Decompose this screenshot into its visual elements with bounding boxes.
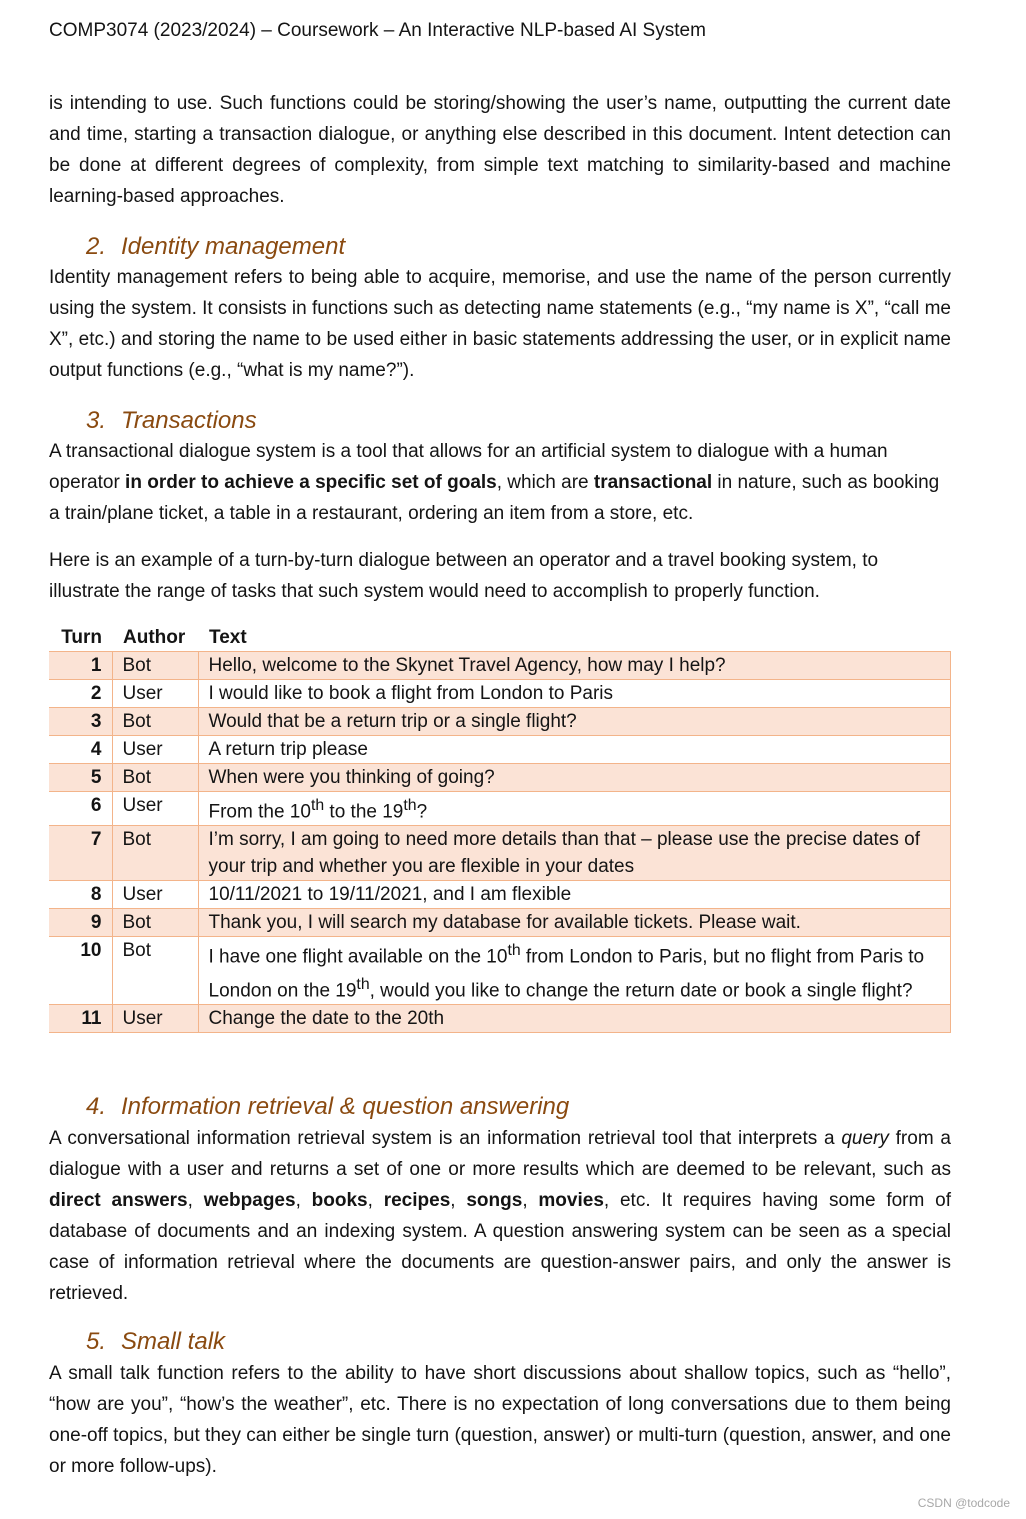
table-row bbox=[49, 736, 951, 764]
turn-cell: 3 bbox=[49, 708, 112, 736]
text-part: , would you like to change the return date or book a single flight? bbox=[369, 979, 913, 1001]
section-3-text-1: A transactional dialogue system is a tool that allows for an artificial system to dialogue with a human operator bbox=[49, 441, 888, 493]
section-3-example-intro: Here is an example of a turn-by-turn dialogue between an operator and a travel booking system, to illustrate the range of tasks that such system would need to accomplish to properly function. bbox=[49, 550, 879, 602]
separator: , bbox=[522, 1190, 539, 1211]
author-cell: Bot bbox=[112, 909, 198, 937]
text-cell bbox=[198, 937, 951, 1005]
separator: , bbox=[295, 1190, 312, 1211]
section-4-text-3: , etc. It requires having some form of database of documents and an indexing system. A question answering system can be seen as a special case of information retrieval where the documents are question-answer pairs, and only the answer is retrieved. bbox=[49, 1190, 951, 1304]
page-header: COMP3074 (2023/2024) – Coursework – An Interactive NLP-based AI System bbox=[49, 20, 706, 41]
table-header-row bbox=[49, 625, 951, 652]
turn-cell: 11 bbox=[49, 1004, 112, 1032]
intro-paragraph: is intending to use. Such functions could be storing/showing the user’s name, outputting the current date and time, starting a transaction dialogue, or anything else described in this document. Intent detection can be done at different degrees of complexity, from simple text matching to similarity-based and machine learning-based approaches. bbox=[49, 93, 951, 207]
bold-movies: movies bbox=[538, 1190, 604, 1211]
section-4-italic-query: query bbox=[841, 1128, 889, 1149]
turn-cell: 8 bbox=[49, 881, 112, 909]
section-2-number: 2. bbox=[86, 233, 107, 260]
text-cell: When were you thinking of going? bbox=[198, 764, 951, 792]
section-3-text-2: , which are bbox=[496, 472, 594, 493]
bold-books: books bbox=[311, 1190, 368, 1211]
text-cell: Hello, welcome to the Skynet Travel Agency, how may I help? bbox=[198, 652, 951, 680]
text-cell: A return trip please bbox=[198, 736, 951, 764]
table-row bbox=[49, 680, 951, 708]
bold-direct-answers: direct answers bbox=[49, 1190, 188, 1211]
separator: , bbox=[367, 1190, 384, 1211]
section-3-bold-transactional: transactional bbox=[593, 472, 713, 493]
turn-cell: 9 bbox=[49, 909, 112, 937]
section-5-heading bbox=[86, 1327, 225, 1357]
section-5-body: A small talk function refers to the ability to have short discussions about shallow topics, such as “hello”, “how are you”, “how’s the weather”, etc. There is no expectation of long conversations due to them being one-off topics, but they can either be single turn (question, answer) or multi-turn (question, answer, and one or more follow-ups). bbox=[49, 1363, 951, 1477]
section-4-heading bbox=[86, 1092, 569, 1122]
separator: , bbox=[450, 1190, 467, 1211]
author-cell: Bot bbox=[112, 708, 198, 736]
bold-songs: songs bbox=[466, 1190, 523, 1211]
turn-cell: 5 bbox=[49, 764, 112, 792]
text-part: from London to Paris, but no flight from Paris to London on the 19 bbox=[208, 946, 925, 1001]
author-cell: User bbox=[112, 792, 198, 826]
author-cell: User bbox=[112, 736, 198, 764]
section-2-body: Identity management refers to being able to acquire, memorise, and use the name of the person currently using the system. It consists in functions such as detecting name statements (e.g., “my name is X”, “call me X”, etc.) and storing the name to be used either in basic statements addressing the user, or in explicit name output functions (e.g., “what is my name?”). bbox=[49, 267, 951, 381]
table-row bbox=[49, 652, 951, 680]
text-cell: I’m sorry, I am going to need more details than that – please use the precise dates of your trip and whether you are flexible in your dates bbox=[198, 826, 951, 881]
table-row bbox=[49, 1004, 951, 1032]
text-part: From the 10 bbox=[208, 801, 311, 823]
author-cell: User bbox=[112, 680, 198, 708]
section-3-body bbox=[49, 436, 951, 529]
author-cell: User bbox=[112, 1004, 198, 1032]
column-header-author: Author bbox=[123, 627, 186, 648]
text-cell: 10/11/2021 to 19/11/2021, and I am flexible bbox=[198, 881, 951, 909]
turn-cell: 6 bbox=[49, 792, 112, 826]
author-cell: Bot bbox=[112, 764, 198, 792]
section-4-text-2: from a dialogue with a user and returns a set of one or more results which are deemed to be relevant, such as bbox=[49, 1128, 951, 1180]
section-3-number: 3. bbox=[86, 407, 107, 434]
author-cell: Bot bbox=[112, 652, 198, 680]
watermark: CSDN @todcode bbox=[917, 1496, 1010, 1510]
ordinal-suffix: th bbox=[403, 797, 417, 814]
section-4-body bbox=[49, 1123, 951, 1309]
section-3-text-3: in nature, such as booking a train/plane ticket, a table in a restaurant, ordering an item from a store, etc. bbox=[49, 472, 940, 524]
column-header-turn: Turn bbox=[61, 627, 102, 648]
turn-cell: 2 bbox=[49, 680, 112, 708]
turn-cell: 1 bbox=[49, 652, 112, 680]
text-cell: I would like to book a flight from London to Paris bbox=[198, 680, 951, 708]
author-cell: Bot bbox=[112, 937, 198, 1005]
turn-cell: 10 bbox=[49, 937, 112, 1005]
text-cell: Would that be a return trip or a single flight? bbox=[198, 708, 951, 736]
table-row bbox=[49, 764, 951, 792]
table-row bbox=[49, 826, 951, 881]
section-4-text-1: A conversational information retrieval system is an information retrieval tool that interprets a bbox=[49, 1128, 842, 1149]
table-row bbox=[49, 937, 951, 1005]
ordinal-suffix: th bbox=[507, 942, 521, 960]
author-cell: Bot bbox=[112, 826, 198, 881]
table-row bbox=[49, 792, 951, 826]
table-row bbox=[49, 708, 951, 736]
section-2-title: Identity management bbox=[121, 233, 346, 260]
author-cell: User bbox=[112, 881, 198, 909]
ordinal-suffix: th bbox=[310, 797, 325, 814]
turn-cell: 7 bbox=[49, 826, 112, 881]
table-row bbox=[49, 881, 951, 909]
section-2-heading bbox=[86, 232, 345, 262]
section-4-title: Information retrieval & question answering bbox=[121, 1093, 570, 1120]
separator: , bbox=[187, 1190, 204, 1211]
section-5-number: 5. bbox=[86, 1328, 107, 1355]
turn-cell: 4 bbox=[49, 736, 112, 764]
text-part: to the 19 bbox=[324, 801, 404, 823]
column-header-text: Text bbox=[209, 627, 247, 648]
text-cell: Change the date to the 20th bbox=[198, 1004, 951, 1032]
section-3-bold-goals: in order to achieve a specific set of goals bbox=[125, 472, 497, 493]
section-4-number: 4. bbox=[86, 1093, 107, 1120]
ordinal-suffix: th bbox=[356, 975, 370, 993]
bold-recipes: recipes bbox=[383, 1190, 451, 1211]
text-part: ? bbox=[416, 801, 428, 823]
table-row bbox=[49, 909, 951, 937]
text-cell: Thank you, I will search my database for available tickets. Please wait. bbox=[198, 909, 951, 937]
section-3-title: Transactions bbox=[121, 407, 257, 434]
bold-webpages: webpages bbox=[203, 1190, 296, 1211]
text-part: I have one flight available on the 10 bbox=[208, 946, 508, 968]
text-cell bbox=[198, 792, 951, 826]
section-3-heading bbox=[86, 406, 257, 436]
dialogue-table bbox=[49, 625, 951, 1033]
section-5-title: Small talk bbox=[121, 1328, 226, 1355]
